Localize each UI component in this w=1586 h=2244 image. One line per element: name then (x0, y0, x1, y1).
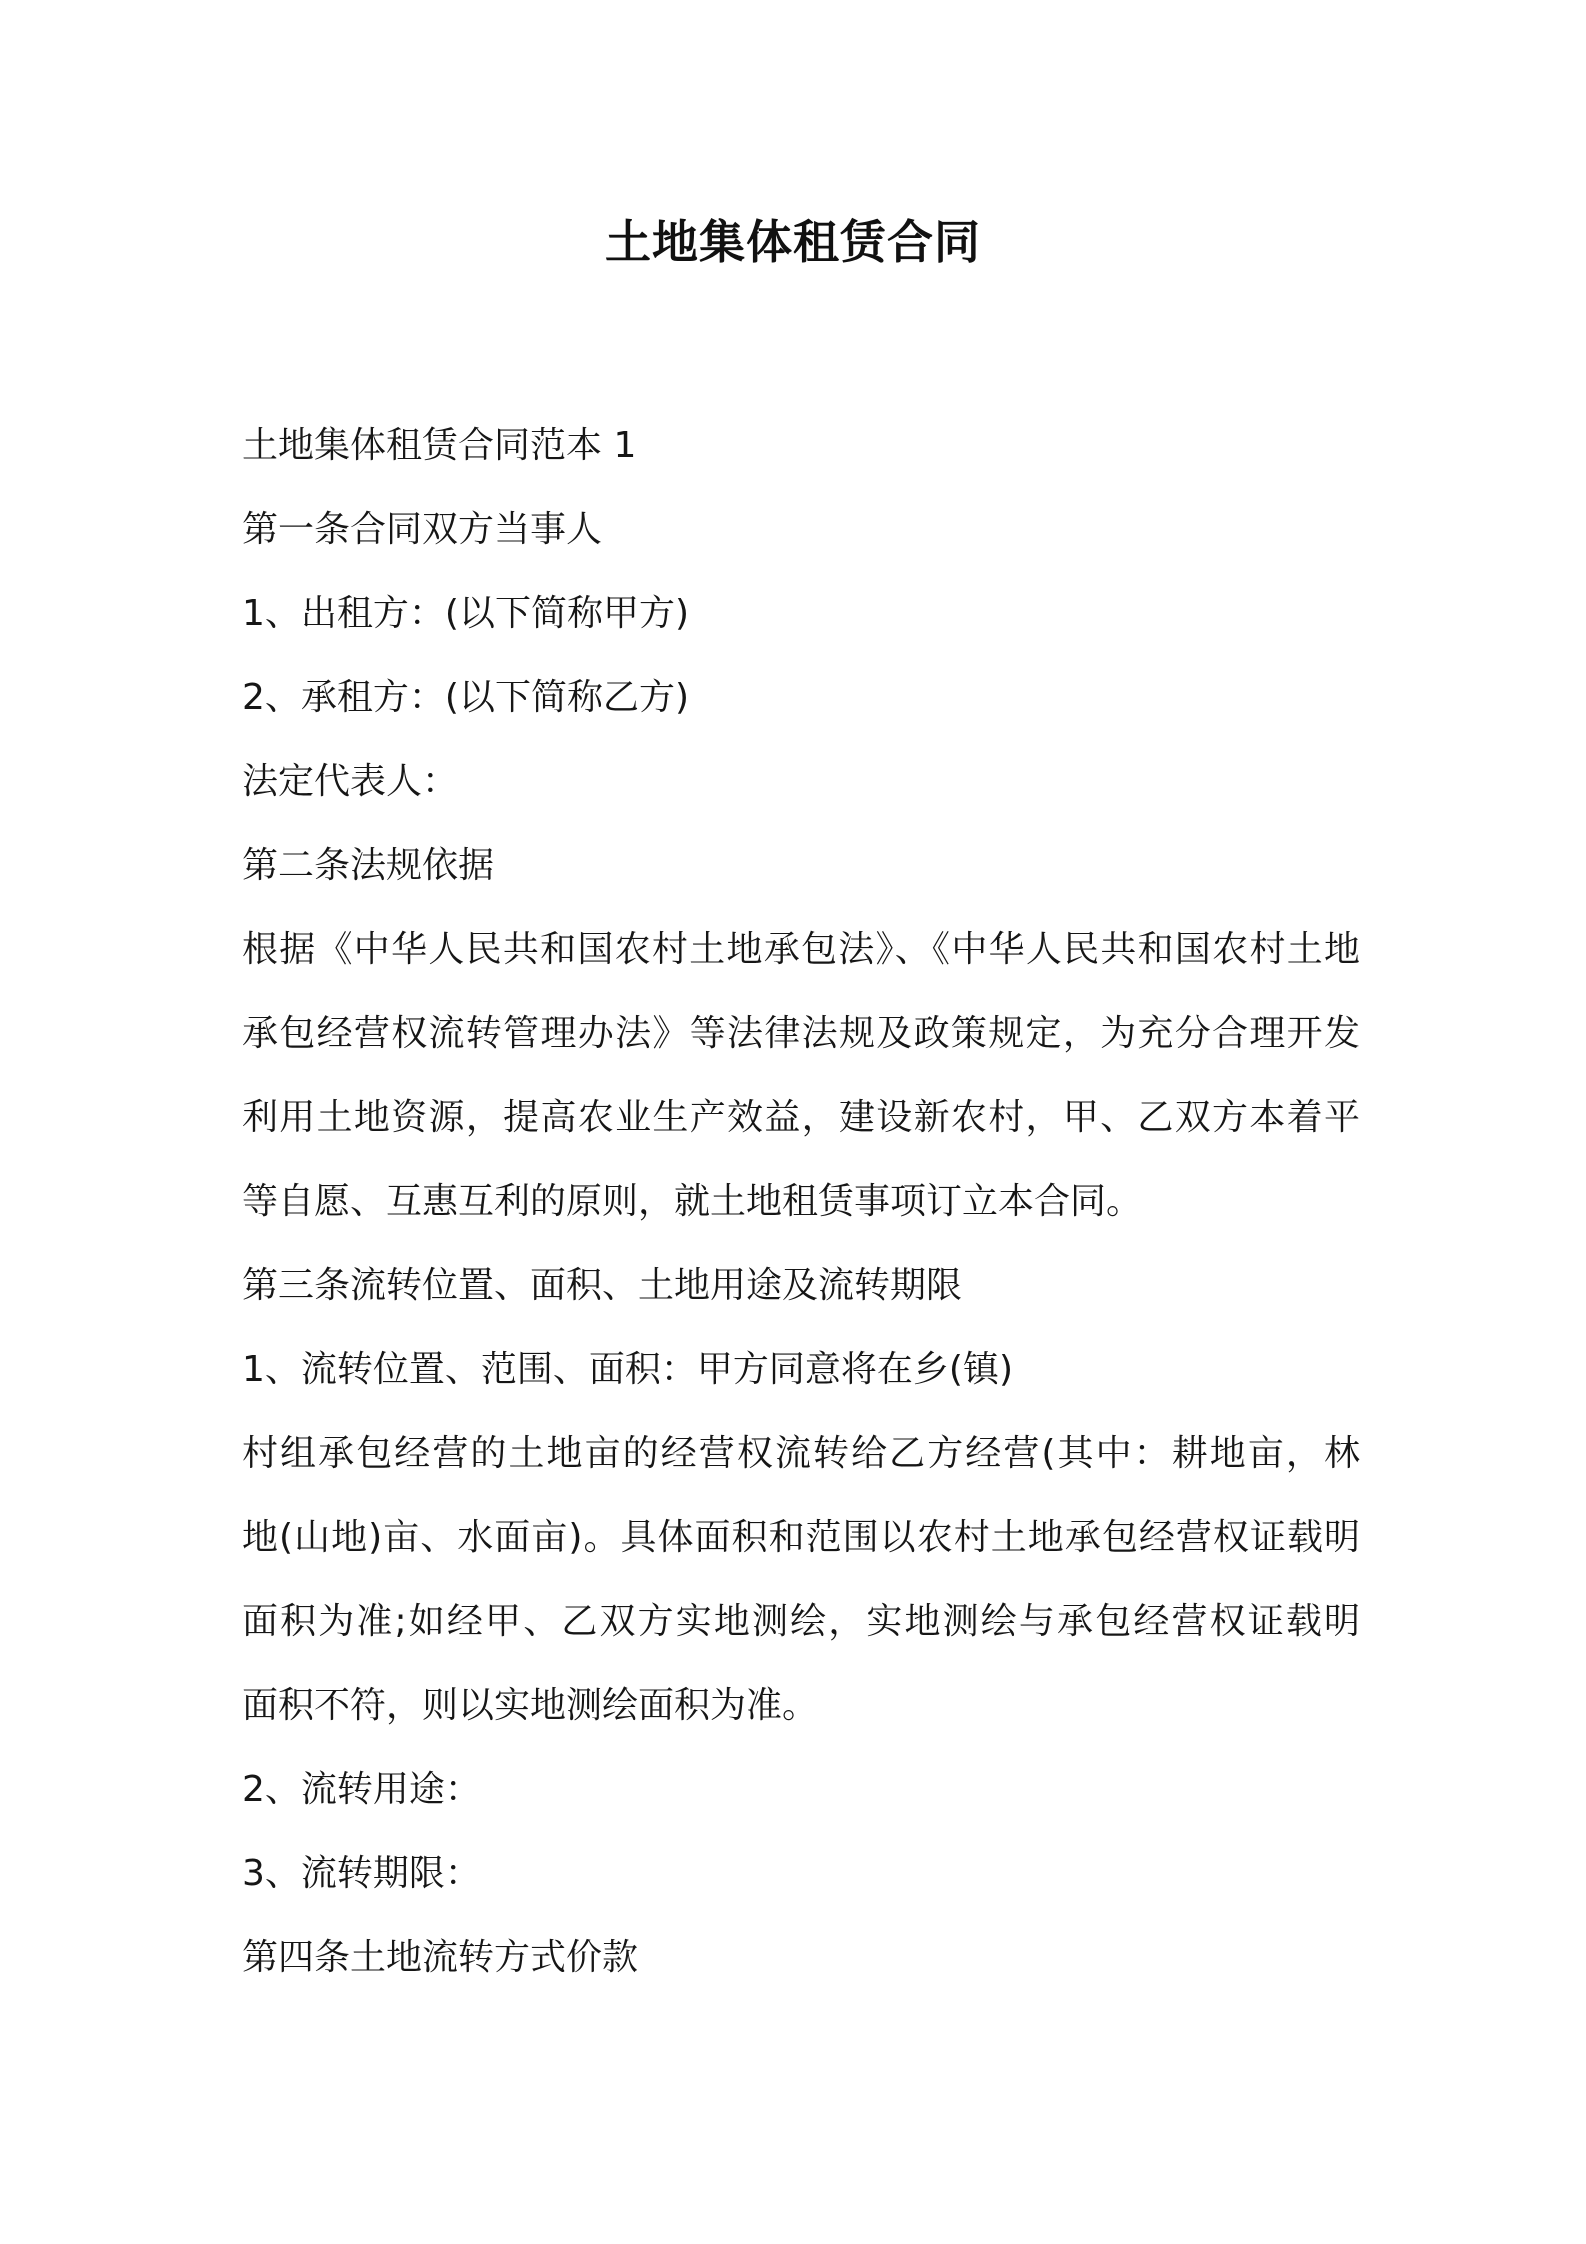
document-body (242, 404, 1360, 2000)
paragraph-line: 承包经营权流转管理办法》等法律法规及政策规定，为充分合理开发 (242, 1013, 1360, 1054)
paragraph-line: 利用土地资源，提高农业生产效益，建设新农村，甲、乙双方本着平 (242, 1097, 1360, 1138)
paragraph-line: 面积不符，则以实地测绘面积为准。 (242, 1685, 819, 1726)
document-title: 土地集体租赁合同 (605, 215, 981, 269)
list-item: 2、流转用途： (242, 1769, 481, 1810)
paragraph-line: 等自愿、互惠互利的原则，就土地租赁事项订立本合同。 (242, 1181, 1143, 1222)
article-heading: 第二条法规依据 (242, 845, 495, 886)
paragraph-line: 地(山地)亩、水面亩)。具体面积和范围以农村土地承包经营权证载明 (242, 1517, 1360, 1558)
article-heading: 第三条流转位置、面积、土地用途及流转期限 (242, 1265, 963, 1306)
field-label: 法定代表人： (242, 761, 459, 802)
list-item: 1、流转位置、范围、面积：甲方同意将在乡(镇) (242, 1349, 1013, 1390)
list-item: 1、出租方：(以下简称甲方) (242, 593, 689, 634)
section-heading: 土地集体租赁合同范本 1 (242, 425, 637, 466)
list-item: 3、流转期限： (242, 1853, 481, 1894)
paragraph-line: 根据《中华人民共和国农村土地承包法》、《中华人民共和国农村土地 (242, 929, 1360, 970)
paragraph-line: 村组承包经营的土地亩的经营权流转给乙方经营(其中：耕地亩，林 (242, 1433, 1360, 1474)
article-heading: 第一条合同双方当事人 (242, 509, 603, 550)
paragraph-line: 面积为准;如经甲、乙双方实地测绘，实地测绘与承包经营权证载明 (242, 1601, 1360, 1642)
list-item: 2、承租方：(以下简称乙方) (242, 677, 689, 718)
article-heading: 第四条土地流转方式价款 (242, 1937, 639, 1978)
